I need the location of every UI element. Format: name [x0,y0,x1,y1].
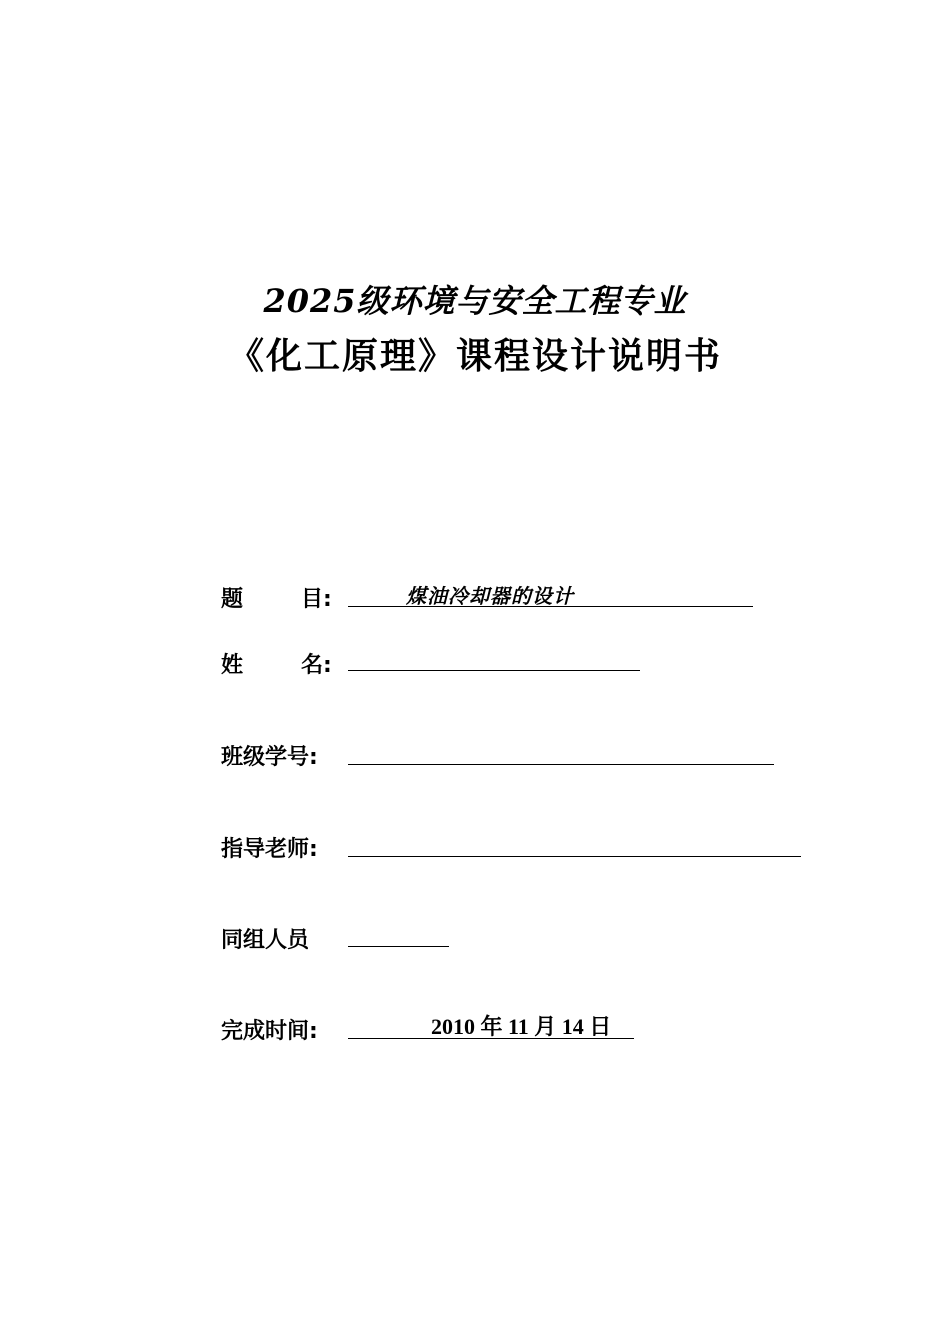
completion-time-colon: : [309,1019,318,1044]
group-members-field [348,920,449,947]
group-members-label: 同组人员 [221,928,310,953]
topic-label: 题 目 [221,587,323,612]
title-line-1: 2025级环境与安全工程专业 [263,282,687,320]
completion-label-row [221,1014,318,1045]
class-id-colon: : [309,745,318,770]
completion-time-value: 2010 年 11 月 14 日 [431,1014,612,1039]
topic-label-row [221,582,332,613]
class-id-label-row [221,740,318,771]
advisor-label-row [221,832,318,863]
advisor-field [348,830,801,857]
name-field [348,644,640,671]
title-line-2: 《化工原理》课程设计说明书 [227,336,722,377]
topic-value: 煤油冷却器的设计 [406,584,574,608]
completion-time-field [348,1012,634,1039]
advisor-label: 指导老师 [221,837,310,862]
name-label: 姓 名 [221,653,323,678]
class-id-field [348,738,774,765]
topic-colon: : [323,587,332,612]
group-label-row [221,923,309,954]
advisor-colon: : [309,837,318,862]
name-colon: : [323,653,332,678]
completion-time-label: 完成时间 [221,1019,310,1044]
name-label-row [221,648,332,679]
class-id-label: 班级学号 [221,745,310,770]
topic-field [348,580,753,607]
